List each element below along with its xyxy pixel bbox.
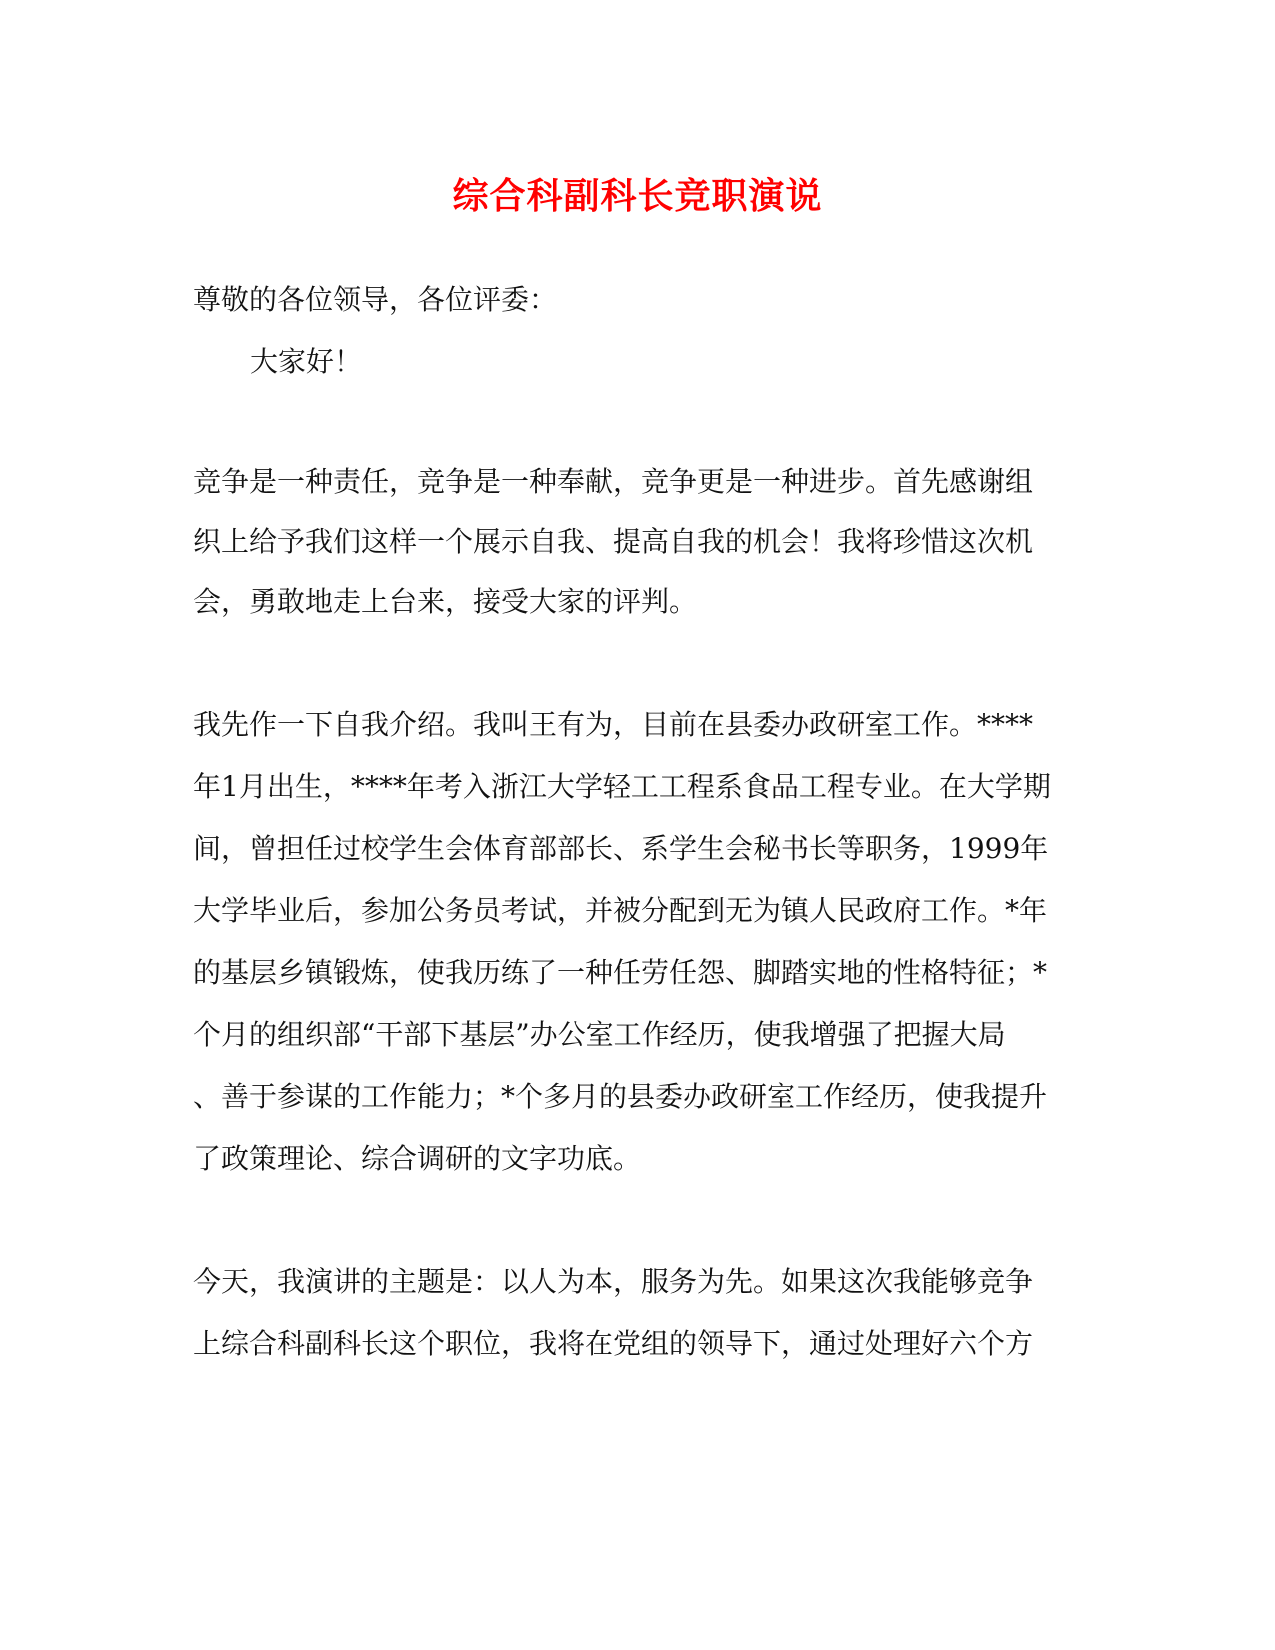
document-title: 综合科副科长竞职演说 bbox=[452, 175, 823, 217]
paragraph-line: 了政策理论、综合调研的文字功底。 bbox=[193, 1142, 642, 1175]
greeting: 大家好！ bbox=[250, 345, 363, 378]
paragraph-line: 大学毕业后，参加公务员考试，并被分配到无为镇人民政府工作。*年 bbox=[193, 894, 1048, 927]
paragraph-line: 织上给予我们这样一个展示自我、提高自我的机会！我将珍惜这次机 bbox=[193, 525, 1034, 558]
paragraph-line: 我先作一下自我介绍。我叫王有为，目前在县委办政研室工作。**** bbox=[193, 708, 1034, 741]
salutation: 尊敬的各位领导，各位评委： bbox=[193, 283, 558, 316]
paragraph-line: 个月的组织部“干部下基层”办公室工作经历，使我增强了把握大局 bbox=[193, 1018, 1006, 1051]
paragraph-line: 间，曾担任过校学生会体育部部长、系学生会秘书长等职务，1999年 bbox=[193, 832, 1049, 865]
paragraph-line: 的基层乡镇锻炼，使我历练了一种任劳任怨、脚踏实地的性格特征；* bbox=[193, 956, 1048, 989]
paragraph-line: 、善于参谋的工作能力；*个多月的县委办政研室工作经历，使我提升 bbox=[193, 1080, 1048, 1113]
paragraph-line: 今天，我演讲的主题是：以人为本，服务为先。如果这次我能够竞争 bbox=[193, 1265, 1034, 1298]
paragraph-line: 会，勇敢地走上台来，接受大家的评判。 bbox=[193, 585, 698, 618]
paragraph-line: 年1月出生，****年考入浙江大学轻工工程系食品工程专业。在大学期 bbox=[193, 770, 1051, 803]
paragraph-line: 竞争是一种责任，竞争是一种奉献，竞争更是一种进步。首先感谢组 bbox=[193, 465, 1034, 498]
paragraph-line: 上综合科副科长这个职位，我将在党组的领导下，通过处理好六个方 bbox=[193, 1327, 1034, 1360]
